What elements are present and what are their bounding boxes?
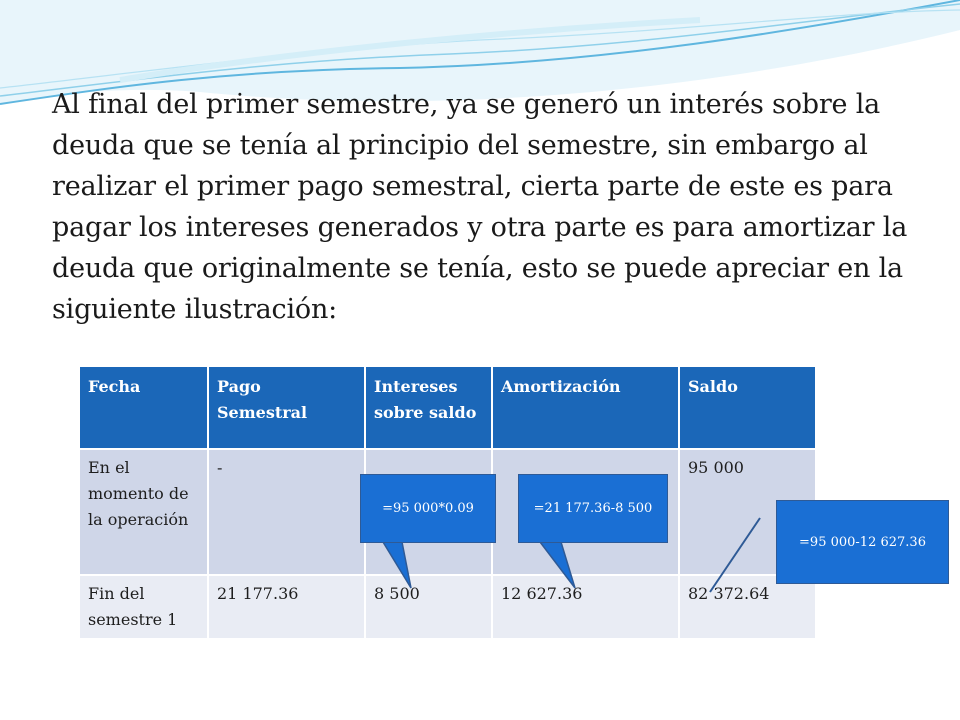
interest-formula-callout: =95 000*0.09 [360,474,496,543]
intro-paragraph: Al final del primer semestre, ya se generó un interés sobre la deuda que se tenía al principio del semestre, sin embargo al realizar el primer pago semestral, cierta parte de este es para pagar los intereses generados y otra parte es para amortizar la deuda que originalmente se tenía, esto se puede apreciar en la siguiente ilustración: [52,89,908,325]
callout-pointer [710,518,760,592]
table-cell: En el momento de la operación [80,450,207,574]
callout-pointer [540,542,575,588]
balance-formula-callout: =95 000-12 627.36 [776,500,949,584]
header-cell: Amortización [493,367,678,448]
table-cell: Fin del semestre 1 [80,576,207,638]
table-cell: - [209,450,364,574]
table-cell: 95 000 [680,450,815,574]
header-cell: Fecha [80,367,207,448]
table-cell: 12 627.36 [493,576,678,638]
table-cell: 8 500 [366,576,491,638]
callout-pointer [383,542,411,588]
header-cell: Saldo [680,367,815,448]
table-cell: 21 177.36 [209,576,364,638]
table-cell: 82 372.64 [680,576,815,638]
header-cell: Pago Semestral [209,367,364,448]
header-cell: Intereses sobre saldo [366,367,491,448]
amortization-formula-callout: =21 177.36-8 500 [518,474,668,543]
